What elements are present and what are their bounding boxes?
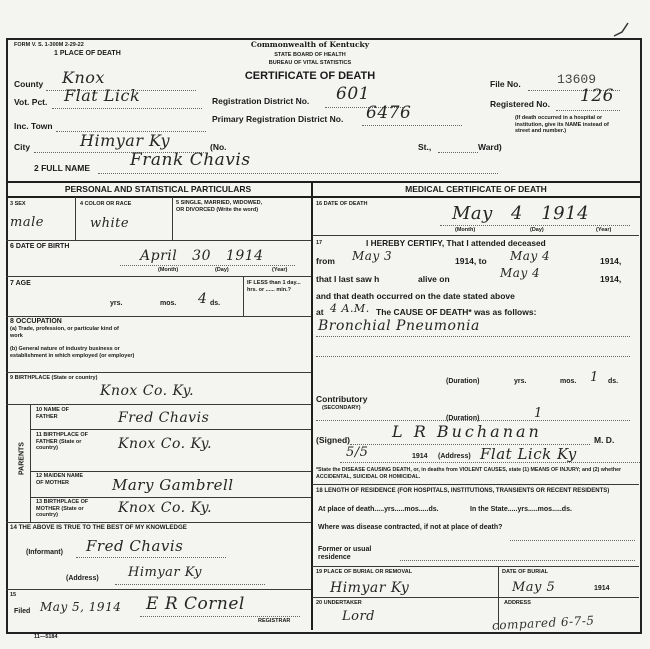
- undertaker-value: Lord: [342, 609, 375, 624]
- marital-status-label: 5 SINGLE, MARRIED, WIDOWED, OR DIVORCED (Write the word): [176, 200, 263, 213]
- where-contracted-label: Where was disease contracted, if not at place of death?: [318, 524, 503, 531]
- death-day-label: (Day): [530, 227, 544, 233]
- birthplace-label: 9 BIRTHPLACE (State or country): [10, 375, 98, 381]
- personal-section-title: PERSONAL AND STATISTICAL PARTICULARS: [64, 184, 252, 194]
- form-number: FORM V. S. 1-300M 2-29-22: [14, 42, 84, 48]
- inc-town-label: Inc. Town: [14, 121, 53, 131]
- burial-date-value: May 5: [512, 580, 556, 595]
- registered-no-label: Registered No.: [490, 99, 550, 109]
- dob-day-label: (Day): [215, 267, 229, 273]
- compared-annotation: compared 6-7-5: [491, 613, 595, 633]
- length-of-residence-label: 18 LENGTH OF RESIDENCE (FOR HOSPITALS, INSTITUTIONS, TRANSIENTS OR RECENT RESIDENTS): [316, 488, 610, 494]
- death-month-label: (Month): [455, 227, 476, 233]
- duration-yrs-label: yrs.: [514, 378, 527, 385]
- informant-heading: 14 THE ABOVE IS TRUE TO THE BEST OF MY KNOWLEDGE: [10, 524, 187, 531]
- date-of-birth-value: April 30 1914: [140, 248, 264, 264]
- informant-label: (Informant): [26, 549, 63, 556]
- occupation-trade-label: (a) Trade, profession, or particular kind of work: [10, 326, 119, 339]
- at-label: at: [316, 307, 324, 317]
- in-the-state-label: In the State.....yrs.....mos.....ds.: [470, 506, 572, 513]
- former-residence-label: Former or usual residence: [318, 546, 372, 561]
- bureau-heading: BUREAU OF VITAL STATISTICS: [268, 60, 352, 66]
- age-yrs-label: yrs.: [110, 300, 123, 307]
- registrar-label: REGISTRAR: [258, 618, 291, 624]
- undertaker-address-label: ADDRESS: [504, 600, 531, 606]
- house-number-label: (No.: [210, 142, 227, 152]
- physician-signature: L R Buchanan: [392, 422, 542, 441]
- father-birthplace-label: 11 BIRTHPLACE OF FATHER (State or country): [36, 432, 88, 451]
- registered-no-value: 126: [580, 86, 614, 106]
- informant-address-label: (Address): [66, 575, 99, 582]
- mother-birthplace-value: Knox Co. Ky.: [118, 500, 213, 516]
- last-saw-label: that I last saw h: [316, 274, 380, 284]
- duration-mos-label: mos.: [560, 378, 577, 385]
- street-label: St.,: [418, 142, 432, 152]
- registration-district-label: Registration District No.: [212, 96, 310, 106]
- full-name-value: Frank Chavis: [130, 150, 251, 170]
- less-than-day-label: IF LESS than 1 day... hrs. or ...... min.?: [247, 280, 301, 293]
- birthplace-value: Knox Co. Ky.: [100, 383, 195, 399]
- age-mos-label: mos.: [160, 300, 177, 307]
- duration2-days-value: 1: [534, 406, 543, 421]
- date-of-death-value: May 4 1914: [452, 203, 590, 224]
- mother-name-label: 12 MAIDEN NAME OF MOTHER: [36, 473, 84, 486]
- dob-month-label: (Month): [158, 267, 179, 273]
- from-label: from: [316, 256, 335, 266]
- ward-label: Ward): [478, 142, 502, 152]
- filed-label: Filed: [14, 608, 31, 615]
- vot-pct-label: Vot. Pct.: [14, 97, 48, 107]
- registration-district-value: 601: [336, 84, 370, 104]
- mother-birthplace-label: 13 BIRTHPLACE OF MOTHER (State or country): [36, 499, 89, 518]
- full-name-label: 2 FULL NAME: [34, 163, 91, 173]
- date-of-birth-label: 6 DATE OF BIRTH: [10, 243, 70, 250]
- signature-address-label: (Address): [438, 453, 471, 460]
- alive-on-label: alive on: [418, 274, 450, 284]
- signed-label: (Signed): [316, 435, 350, 445]
- undertaker-label: 20 UNDERTAKER: [316, 600, 362, 606]
- occupation-industry-label: (b) General nature of industry business or establishment in which employed (or employer): [10, 346, 135, 359]
- md-label: M. D.: [594, 435, 615, 445]
- occupation-label: 8 OCCUPATION: [10, 318, 62, 325]
- mother-name-value: Mary Gambrell: [112, 476, 234, 494]
- at-place-of-death-label: At place of death.....yrs.....mos.....ds.: [318, 506, 439, 513]
- contributory-label: Contributory: [316, 394, 368, 404]
- commonwealth-heading: Commonwealth of Kentucky: [250, 40, 370, 49]
- duration-days-value: 1: [590, 370, 599, 385]
- city-value: Himyar Ky: [80, 131, 171, 150]
- duration-label: (Duration): [446, 378, 480, 385]
- attended-from-value: May 3: [352, 249, 393, 263]
- informant-value: Fred Chavis: [86, 537, 184, 555]
- medical-section-title: MEDICAL CERTIFICATE OF DEATH: [405, 184, 547, 194]
- cause-statement: The CAUSE OF DEATH* was as follows:: [376, 307, 537, 317]
- file-no-value: 13609: [557, 72, 597, 87]
- age-days-value: 4: [198, 291, 208, 307]
- father-name-label: 10 NAME OF FATHER: [36, 407, 70, 420]
- secondary-label: (SECONDARY): [322, 405, 361, 411]
- vot-pct-value: Flat Lick: [64, 86, 141, 105]
- attended-to-label: 1914, to: [455, 256, 487, 266]
- duration-ds-label: ds.: [608, 378, 619, 385]
- cause-footnote: *State the DISEASE CAUSING DEATH, or, in deaths from VIOLENT CAUSES, state (1) MEANS OF INJURY; and (2) whether ACCIDENTAL, SUICIDAL OR HOMICIDAL.: [316, 467, 622, 480]
- cause-of-death-value: Bronchial Pneumonia: [318, 318, 480, 334]
- burial-place-value: Himyar Ky: [330, 580, 410, 596]
- father-birthplace-value: Knox Co. Ky.: [118, 436, 213, 452]
- last-saw-value: May 4: [500, 266, 541, 280]
- color-race-value: white: [90, 216, 130, 231]
- primary-registration-value: 6476: [366, 103, 412, 123]
- burial-year: 1914: [594, 585, 610, 592]
- file-no-label: File No.: [490, 79, 521, 89]
- color-race-label: 4 COLOR OR RACE: [80, 201, 132, 207]
- registrar-signature: E R Cornel: [146, 594, 245, 614]
- sex-value: male: [10, 215, 44, 230]
- father-name-value: Fred Chavis: [118, 410, 210, 426]
- county-value: Knox: [62, 68, 105, 87]
- burial-date-label: DATE OF BURIAL: [502, 569, 549, 575]
- age-days-label: ds.: [210, 300, 221, 307]
- date-of-death-label: 16 DATE OF DEATH: [316, 201, 368, 207]
- item-15-number: 15: [10, 592, 17, 598]
- county-label: County: [14, 79, 44, 89]
- last-saw-year: 1914,: [600, 274, 622, 284]
- duration2-label: (Duration): [446, 415, 480, 422]
- occurred-statement: and that death occurred on the date stated above: [316, 291, 515, 301]
- signature-date-value: 5/5: [346, 445, 369, 460]
- attended-year-label: 1914,: [600, 256, 622, 266]
- age-label: 7 AGE: [10, 280, 31, 287]
- city-label: City: [14, 142, 31, 152]
- dob-year-label: (Year): [272, 267, 288, 273]
- sex-label: 3 SEX: [10, 201, 26, 207]
- hospital-note: (If death occurred in a hospital or institution, give its NAME instead of street and number.): [515, 115, 609, 134]
- time-of-death-value: 4 A.M.: [330, 302, 370, 315]
- attended-to-value: May 4: [510, 249, 551, 263]
- death-year-label: (Year): [596, 227, 612, 233]
- place-of-death-label: 1 PLACE OF DEATH: [54, 50, 121, 57]
- certify-statement: I HEREBY CERTIFY, That I attended deceased: [366, 238, 546, 248]
- parents-label: PARENTS: [18, 442, 26, 475]
- filed-value: May 5, 1914: [40, 600, 122, 614]
- burial-place-label: 19 PLACE OF BURIAL OR REMOVAL: [316, 569, 413, 575]
- certify-number: 17: [316, 240, 323, 246]
- primary-registration-label: Primary Registration District No.: [212, 114, 344, 124]
- signature-year: 1914: [412, 453, 428, 460]
- page-title: CERTIFICATE OF DEATH: [244, 70, 376, 82]
- form-number-bottom: 11—5184: [34, 634, 58, 640]
- board-heading: STATE BOARD OF HEALTH: [274, 52, 346, 58]
- signature-address-value: Flat Lick Ky: [480, 445, 577, 463]
- pen-mark: [612, 20, 632, 40]
- informant-address-value: Himyar Ky: [128, 565, 202, 580]
